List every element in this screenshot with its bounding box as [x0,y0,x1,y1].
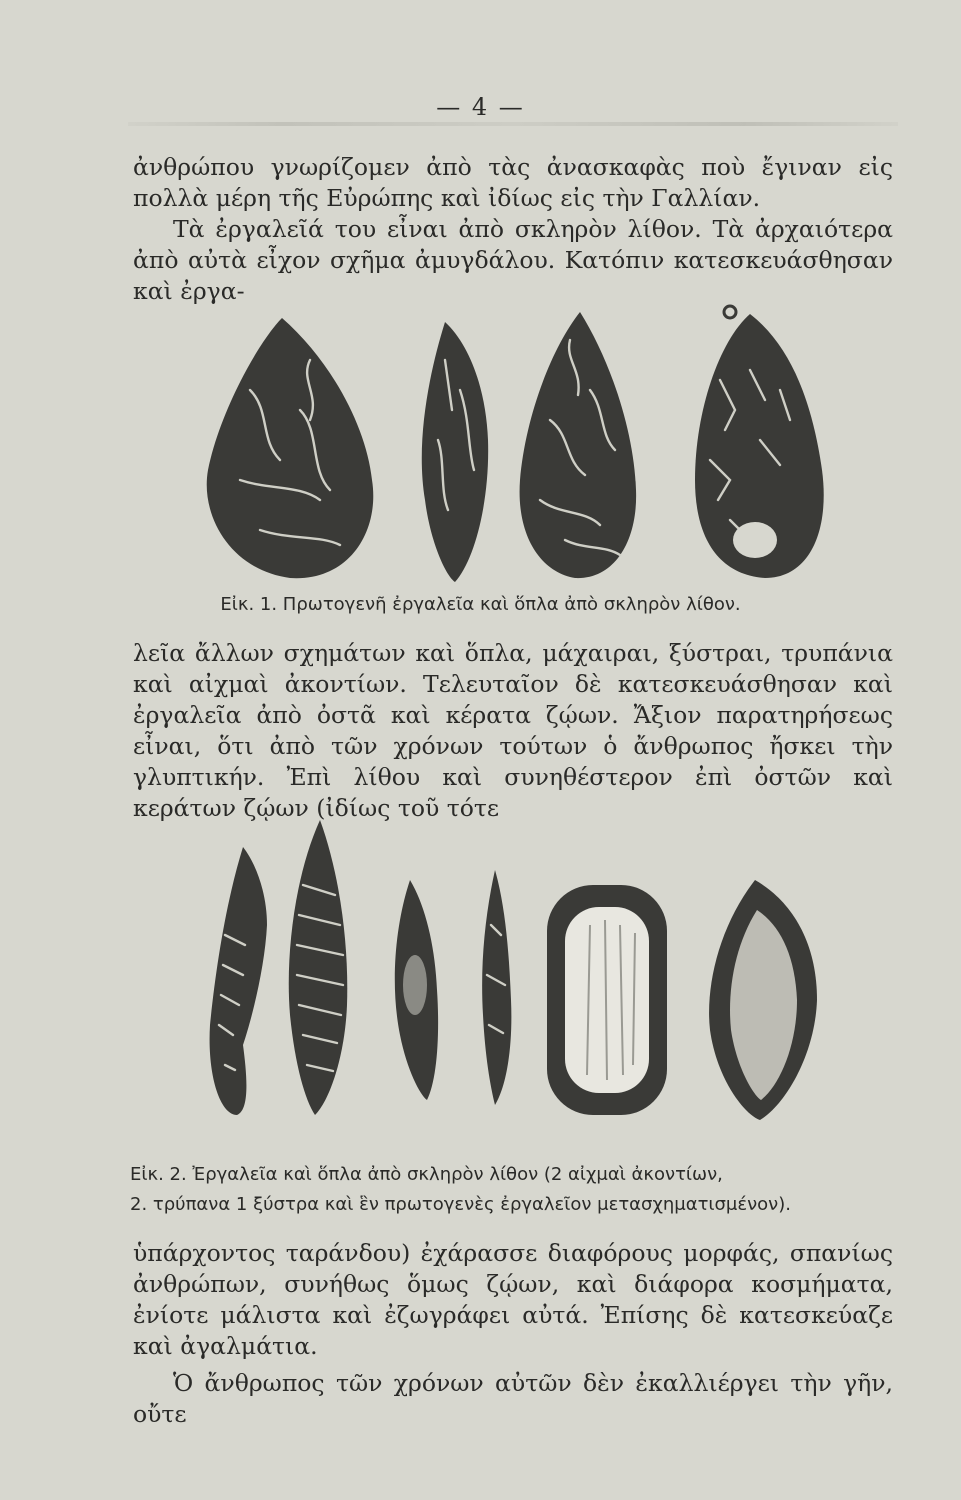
figure-2-caption-line-2: 2. τρύπανα 1 ξύστρα καὶ ἓν πρωτογενὲς ἐργαλεῖον μετασχηματισμένον). [130,1194,791,1215]
paragraph-3: λεῖα ἄλλων σχημάτων καὶ ὅπλα, μάχαιραι, ξύστραι, τρυπάνια καὶ αἰχμαὶ ἀκοντίων. Τελευταῖον δὲ κατεσκευάσθησαν καὶ ἐργαλεῖα ἀπὸ ὀστᾶ καὶ κέρατα ζῴων. Ἄξιον παρατηρήσεως εἶναι, ὅτι ἀπὸ τῶν χρόνων τούτων ὁ ἄνθρωπος ἤσκει τὴν γλυπτικήν. Ἐπὶ λίθου καὶ συνηθέστερον ἐπὶ ὀστῶν καὶ κεράτων ζῴων (ἰδίως τοῦ τότε [133,639,893,822]
paragraph-5: Ὁ ἄνθρωπος τῶν χρόνων αὐτῶν δὲν ἐκαλλιέργει τὴν γῆν, οὔτε [133,1369,893,1428]
spear-point-1 [210,847,267,1115]
figure-2-stone-tools [195,815,825,1155]
drill-1 [395,880,438,1100]
figure-1-caption: Εἰκ. 1. Πρωτογενῆ ἐργαλεῖα καὶ ὅπλα ἀπὸ σκληρὸν λίθον. [220,594,741,615]
transformed-tool [709,880,817,1120]
paragraph-4: ὑπάρχοντος ταράνδου) ἐχάρασσε διαφόρους μορφάς, σπανίως ἀνθρώπων, συνήθως ὅμως ζῴων, καὶ διάφορα κοσμήματα, ἐνίοτε μάλιστα καὶ ἐζωγράφει αὐτά. Ἐπίσης δὲ κατεσκεύαζε καὶ ἀγαλμάτια. [133,1239,893,1360]
blade-tool [422,322,488,582]
engraved-stone [695,306,824,578]
paragraph-1: ἀνθρώπου γνωρίζομεν ἀπὸ τὰς ἀνασκαφὰς ποὺ ἔγιναν εἰς πολλὰ μέρη τῆς Εὐρώπης καὶ ἰδίως εἰς τὴν Γαλλίαν. [133,153,893,212]
paragraph-2: Τὰ ἐργαλεῖά του εἶναι ἀπὸ σκληρὸν λίθον. Τὰ ἀρχαιότερα ἀπὸ αὐτὰ εἶχον σχῆμα ἀμυγδάλου. Κατόπιν κατεσκευάσθησαν καὶ ἐργα- [133,215,893,305]
header-rule [128,122,898,126]
page-number: — 4 — [436,93,525,121]
handaxe-1 [207,318,374,578]
figure-1-stone-tools [190,300,830,590]
handaxe-2 [520,312,637,578]
scraper [547,885,667,1115]
drill-2 [482,870,511,1105]
spear-point-2 [289,820,348,1115]
figure-2-caption-line-1: Εἰκ. 2. Ἐργαλεῖα καὶ ὅπλα ἀπὸ σκληρὸν λίθον (2 αἰχμαὶ ἀκοντίων, [130,1164,723,1185]
